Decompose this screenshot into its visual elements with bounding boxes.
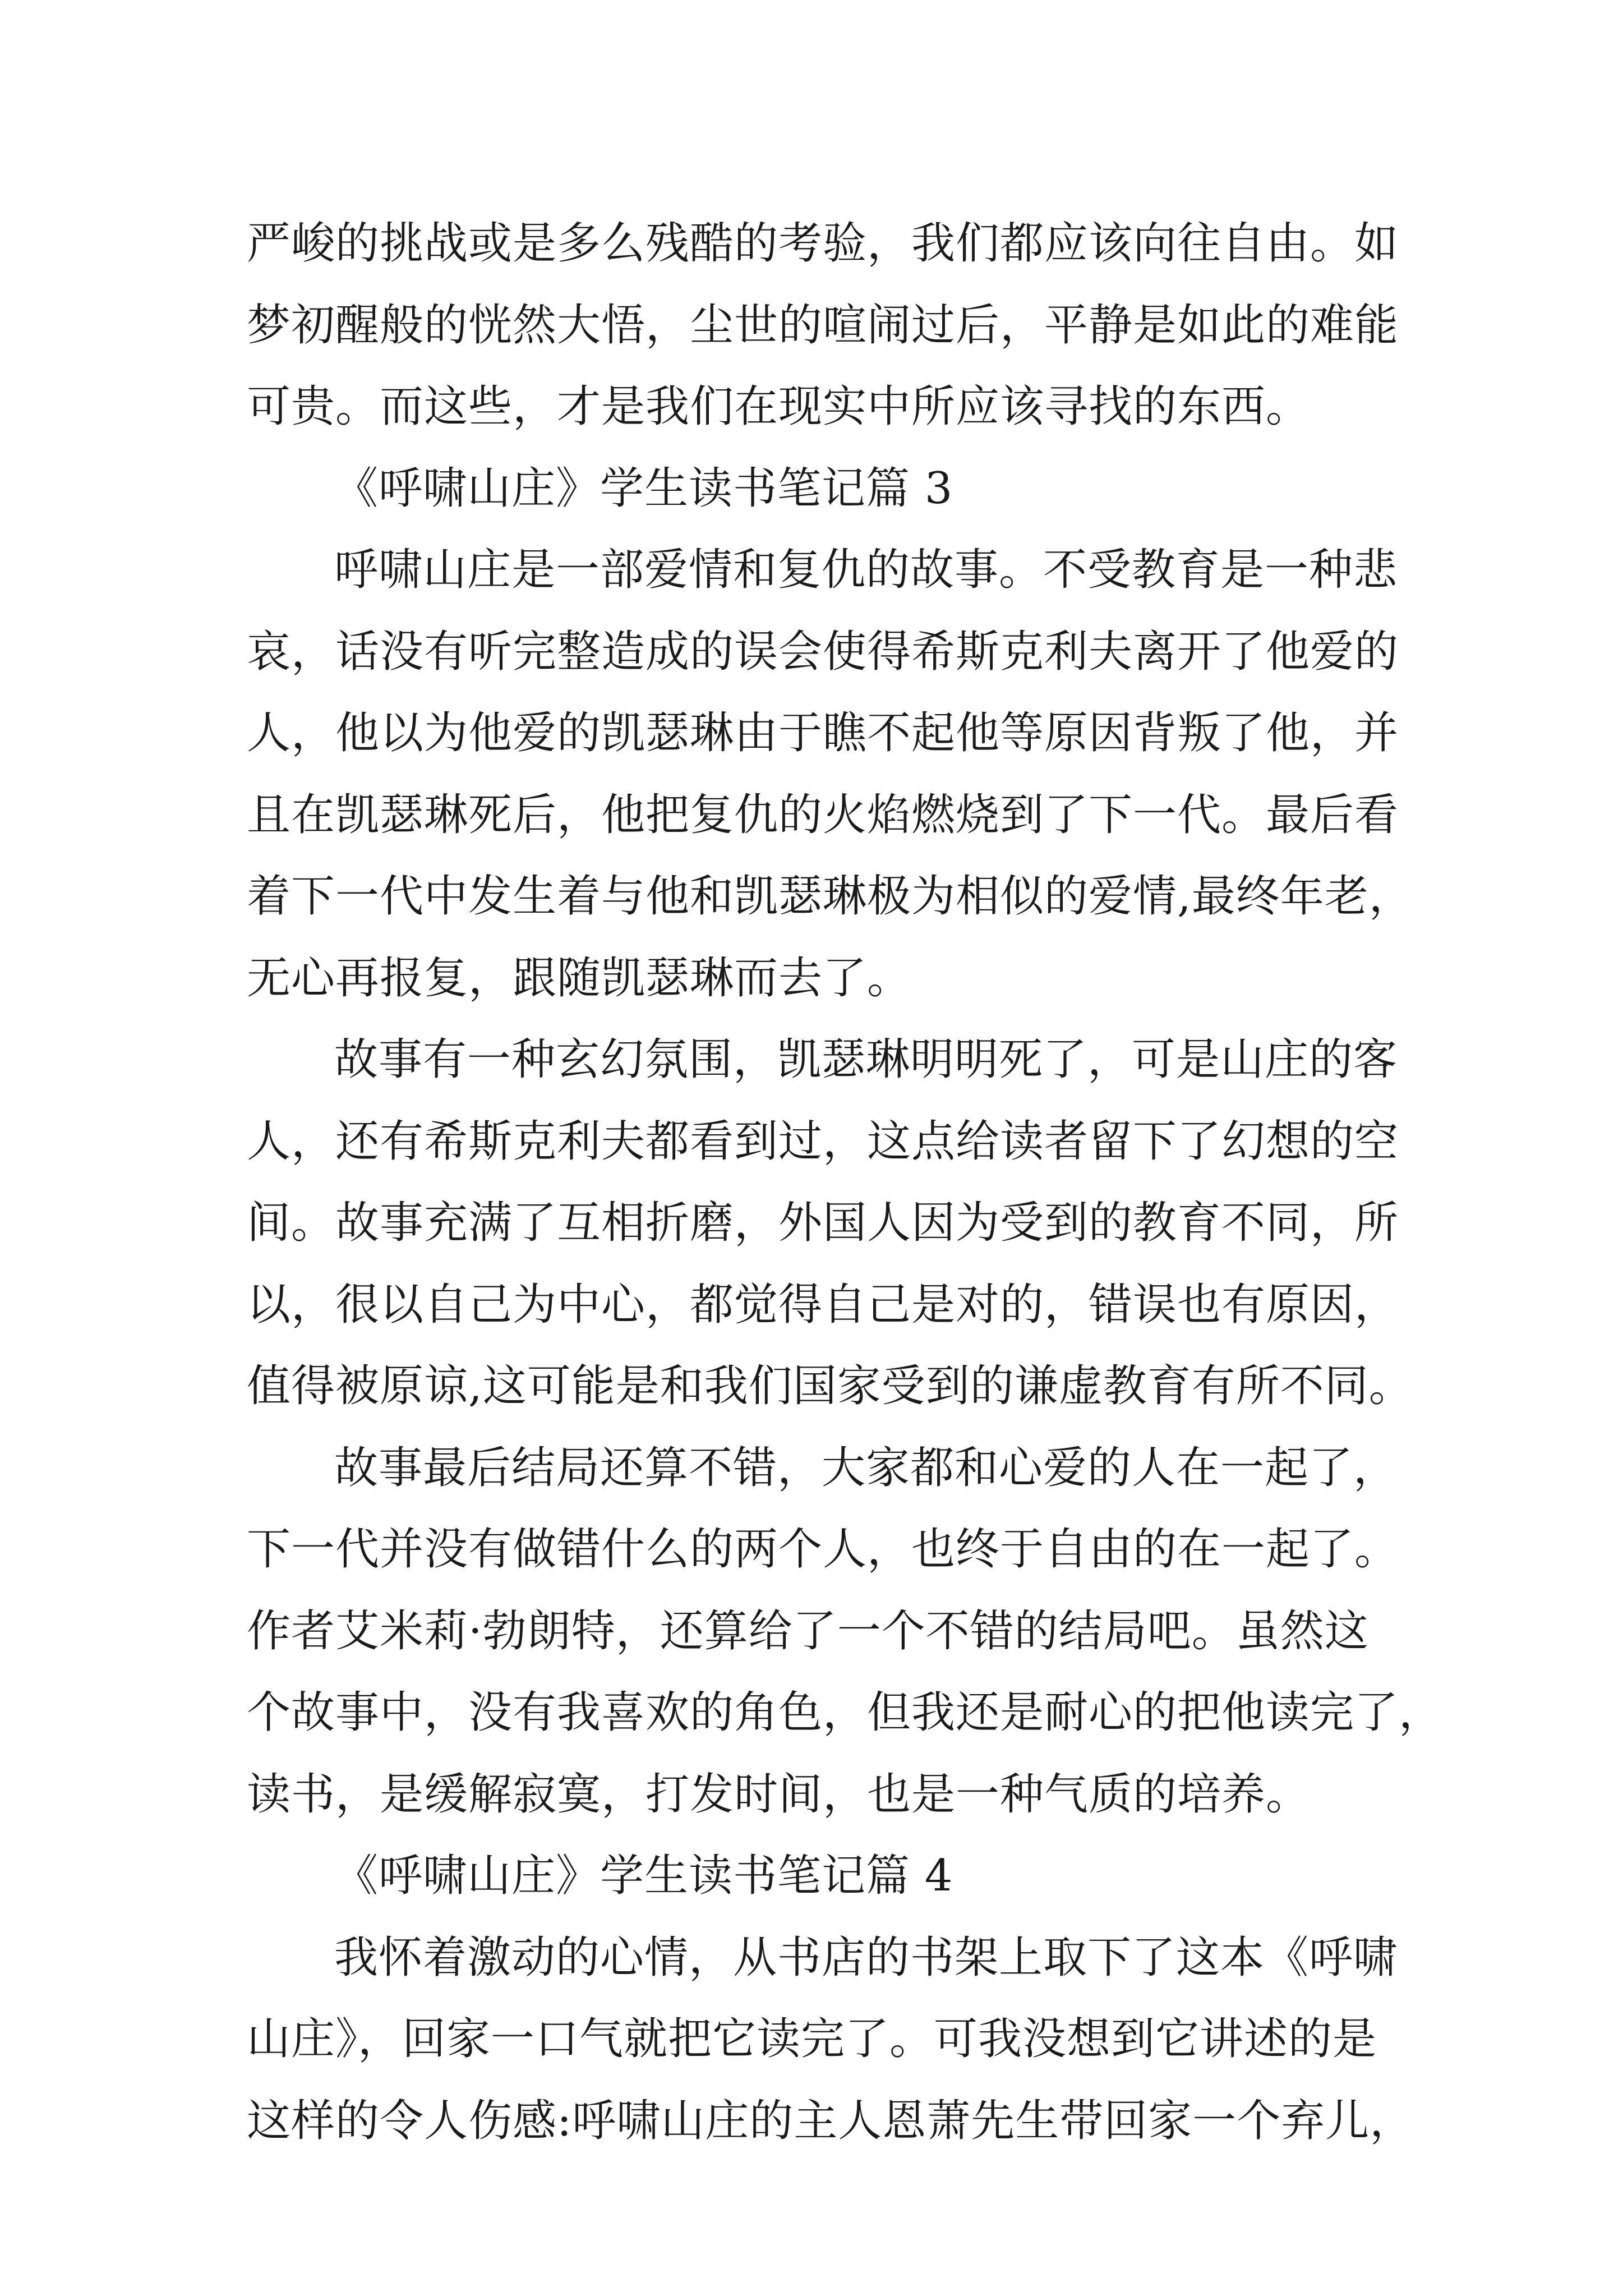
text-line: 下一代并没有做错什么的两个人，也终于自由的在一起了。 — [247, 1524, 1399, 1575]
text-line: 间。故事充满了互相折磨，外国人因为受到的教育不同，所 — [247, 1198, 1399, 1248]
text-line: 读书，是缓解寂寞，打发时间，也是一种气质的培养。 — [247, 1769, 1311, 1820]
text-line: 人，他以为他爱的凯瑟琳由于瞧不起他等原因背叛了他，并 — [247, 708, 1399, 758]
text-line: 这样的令人伤感:呼啸山庄的主人恩萧先生带回家一个弃儿， — [247, 2095, 1414, 2146]
text-line: 山庄》，回家一口气就把它读完了。可我没想到它讲述的是 — [247, 2014, 1377, 2064]
text-line: 个故事中，没有我喜欢的角色，但我还是耐心的把他读完了， — [247, 1687, 1444, 1738]
text-line: 以，很以自己为中心，都觉得自己是对的，错误也有原因， — [247, 1279, 1399, 1330]
paragraph-first-line: 故事最后结局还算不错，大家都和心爱的人在一起了， — [334, 1442, 1398, 1493]
paragraph-first-line: 呼啸山庄是一部爱情和复仇的故事。不受教育是一种悲 — [334, 545, 1398, 595]
text-line: 且在凯瑟琳死后，他把复仇的火焰燃烧到了下一代。最后看 — [247, 789, 1399, 840]
paragraph-first-line: 我怀着激动的心情，从书店的书架上取下了这本《呼啸 — [334, 1932, 1398, 1983]
section-heading: 《呼啸山庄》学生读书笔记篇 3 — [334, 463, 953, 514]
text-line: 无心再报复，跟随凯瑟琳而去了。 — [247, 953, 912, 1004]
text-line: 梦初醒般的恍然大悟，尘世的喧闹过后，平静是如此的难能 — [247, 300, 1399, 351]
text-line: 作者艾米莉·勃朗特，还算给了一个不错的结局吧。虽然这 — [247, 1605, 1369, 1657]
document-body — [247, 203, 1444, 2162]
section-heading: 《呼啸山庄》学生读书笔记篇 4 — [334, 1851, 953, 1901]
text-line: 人，还有希斯克利夫都看到过，这点给读者留下了幻想的空 — [247, 1116, 1399, 1167]
text-line: 值得被原谅,这可能是和我们国家受到的谦虚教育有所不同。 — [247, 1361, 1413, 1411]
text-line: 可贵。而这些，才是我们在现实中所应该寻找的东西。 — [247, 381, 1311, 432]
text-line: 哀，话没有听完整造成的误会使得希斯克利夫离开了他爱的 — [247, 626, 1399, 677]
text-line: 严峻的挑战或是多么残酷的考验，我们都应该向往自由。如 — [247, 218, 1399, 269]
text-line: 着下一代中发生着与他和凯瑟琳极为相似的爱情,最终年老， — [247, 871, 1413, 922]
paragraph-first-line: 故事有一种玄幻氛围，凯瑟琳明明死了，可是山庄的客 — [334, 1034, 1398, 1085]
